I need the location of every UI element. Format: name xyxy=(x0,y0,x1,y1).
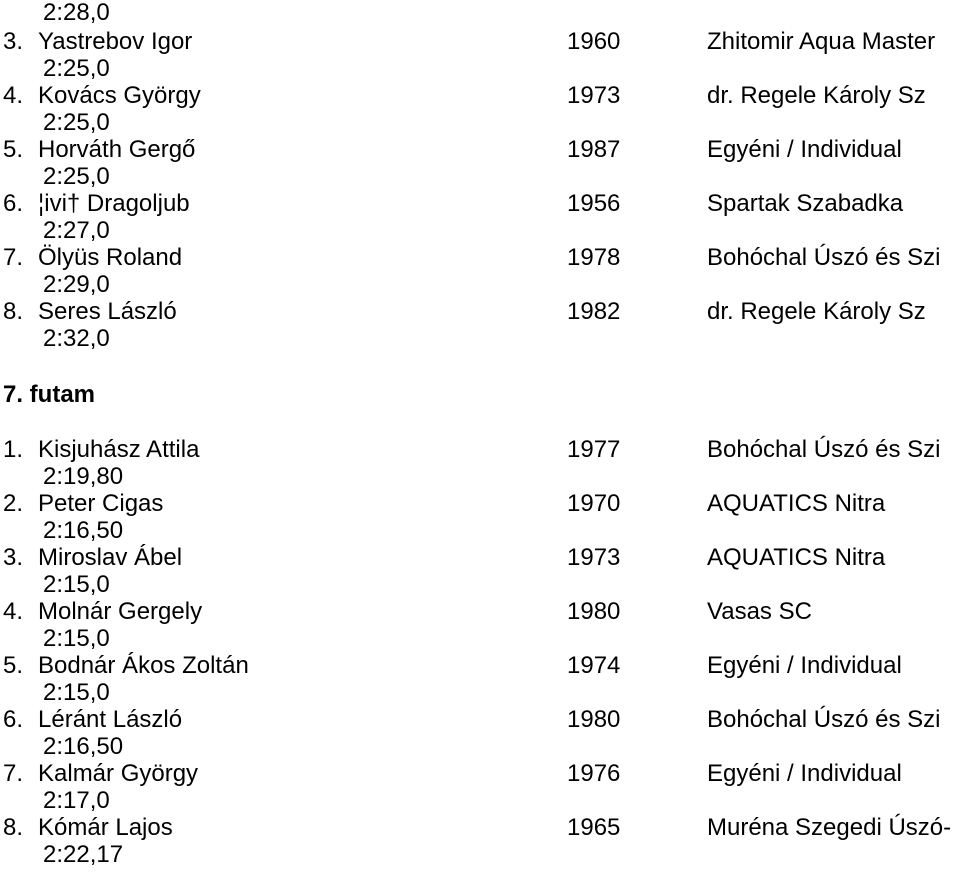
entry-time: 2:32,0 xyxy=(43,325,110,352)
entry-name: Seres László xyxy=(38,298,177,325)
entry-name: Kovács György xyxy=(38,82,201,109)
entry-name: Molnár Gergely xyxy=(38,598,203,625)
entry-row xyxy=(0,28,960,55)
entry-time-line xyxy=(0,571,960,598)
entry-rank: 5. xyxy=(3,652,24,679)
entry-name: Horváth Gergő xyxy=(38,136,196,163)
entry-club: AQUATICS Nitra xyxy=(707,490,886,517)
entry-time: 2:25,0 xyxy=(43,109,110,136)
entry-time: 2:28,0 xyxy=(43,0,110,26)
entry-rank: 3. xyxy=(3,28,24,55)
entry-year: 1977 xyxy=(567,436,621,463)
heat-heading-line xyxy=(0,381,960,408)
entry-row xyxy=(0,652,960,679)
entry-year: 1982 xyxy=(567,298,621,325)
entry-row xyxy=(0,814,960,841)
entry-club: Vasas SC xyxy=(707,598,812,625)
entry-rank: 2. xyxy=(3,490,24,517)
entry-time: 2:15,0 xyxy=(43,625,110,652)
entry-year: 1960 xyxy=(567,28,621,55)
entry-name: ¦ivi† Dragoljub xyxy=(38,190,190,217)
entry-time: 2:16,50 xyxy=(43,517,124,544)
entry-name: Kisjuhász Attila xyxy=(38,436,200,463)
entry-rank: 1. xyxy=(3,436,24,463)
entry-year: 1976 xyxy=(567,760,621,787)
entry-name: Kalmár György xyxy=(38,760,199,787)
entry-rank: 8. xyxy=(3,298,24,325)
entry-time-line xyxy=(0,271,960,298)
entry-club: dr. Regele Károly Sz xyxy=(707,298,926,325)
entry-time: 2:15,0 xyxy=(43,571,110,598)
entry-time-line xyxy=(0,517,960,544)
entry-year: 1980 xyxy=(567,598,621,625)
entry-time: 2:15,0 xyxy=(43,679,110,706)
entry-time-line xyxy=(0,109,960,136)
entry-rank: 7. xyxy=(3,760,24,787)
entry-year: 1973 xyxy=(567,82,621,109)
entry-name: Ölyüs Roland xyxy=(38,244,183,271)
entry-rank: 5. xyxy=(3,136,24,163)
entry-time: 2:25,0 xyxy=(43,55,110,82)
entry-name: Yastrebov Igor xyxy=(38,28,193,55)
entry-club: Muréna Szegedi Úszó- xyxy=(707,814,952,841)
partial-entry-time-line xyxy=(0,0,960,26)
entry-club: dr. Regele Károly Sz xyxy=(707,82,926,109)
entry-club: Egyéni / Individual xyxy=(707,760,902,787)
entry-rank: 4. xyxy=(3,598,24,625)
entry-time-line xyxy=(0,679,960,706)
entry-time: 2:27,0 xyxy=(43,217,110,244)
entry-year: 1980 xyxy=(567,706,621,733)
entry-year: 1956 xyxy=(567,190,621,217)
entry-club: Bohóchal Úszó és Szi xyxy=(707,244,941,271)
entry-row xyxy=(0,544,960,571)
entry-year: 1970 xyxy=(567,490,621,517)
entry-time: 2:17,0 xyxy=(43,787,110,814)
entry-row xyxy=(0,298,960,325)
entry-time: 2:22,17 xyxy=(43,841,124,868)
entry-club: Egyéni / Individual xyxy=(707,136,902,163)
entry-name: Peter Cigas xyxy=(38,490,164,517)
entry-row xyxy=(0,436,960,463)
entry-rank: 6. xyxy=(3,706,24,733)
entry-row xyxy=(0,82,960,109)
entry-row xyxy=(0,244,960,271)
entry-time: 2:19,80 xyxy=(43,463,124,490)
entry-rank: 7. xyxy=(3,244,24,271)
entry-club: Bohóchal Úszó és Szi xyxy=(707,706,941,733)
entry-row xyxy=(0,136,960,163)
entry-time: 2:25,0 xyxy=(43,163,110,190)
entry-club: AQUATICS Nitra xyxy=(707,544,886,571)
entry-rank: 8. xyxy=(3,814,24,841)
entry-name: Léránt László xyxy=(38,706,183,733)
entry-time-line xyxy=(0,463,960,490)
entry-club: Egyéni / Individual xyxy=(707,652,902,679)
entry-club: Bohóchal Úszó és Szi xyxy=(707,436,941,463)
entry-club: Zhitomir Aqua Master xyxy=(707,28,936,55)
entry-name: Bodnár Ákos Zoltán xyxy=(38,652,249,679)
entry-row xyxy=(0,706,960,733)
entry-row xyxy=(0,598,960,625)
entry-name: Miroslav Ábel xyxy=(38,544,183,571)
entry-rank: 6. xyxy=(3,190,24,217)
entry-rank: 4. xyxy=(3,82,24,109)
heat-title: 7. futam xyxy=(3,381,96,408)
entry-time-line xyxy=(0,733,960,760)
entry-time-line xyxy=(0,625,960,652)
entry-row xyxy=(0,760,960,787)
entry-rank: 3. xyxy=(3,544,24,571)
entry-year: 1978 xyxy=(567,244,621,271)
entry-time-line xyxy=(0,841,960,868)
entry-year: 1974 xyxy=(567,652,621,679)
entry-time: 2:29,0 xyxy=(43,271,110,298)
entry-time: 2:16,50 xyxy=(43,733,124,760)
entry-time-line xyxy=(0,55,960,82)
entry-time-line xyxy=(0,325,960,352)
entry-year: 1965 xyxy=(567,814,621,841)
entry-time-line xyxy=(0,787,960,814)
entry-row xyxy=(0,190,960,217)
entry-name: Kómár Lajos xyxy=(38,814,173,841)
entry-row xyxy=(0,490,960,517)
entry-club: Spartak Szabadka xyxy=(707,190,904,217)
entry-year: 1987 xyxy=(567,136,621,163)
entry-time-line xyxy=(0,217,960,244)
entry-time-line xyxy=(0,163,960,190)
entry-year: 1973 xyxy=(567,544,621,571)
